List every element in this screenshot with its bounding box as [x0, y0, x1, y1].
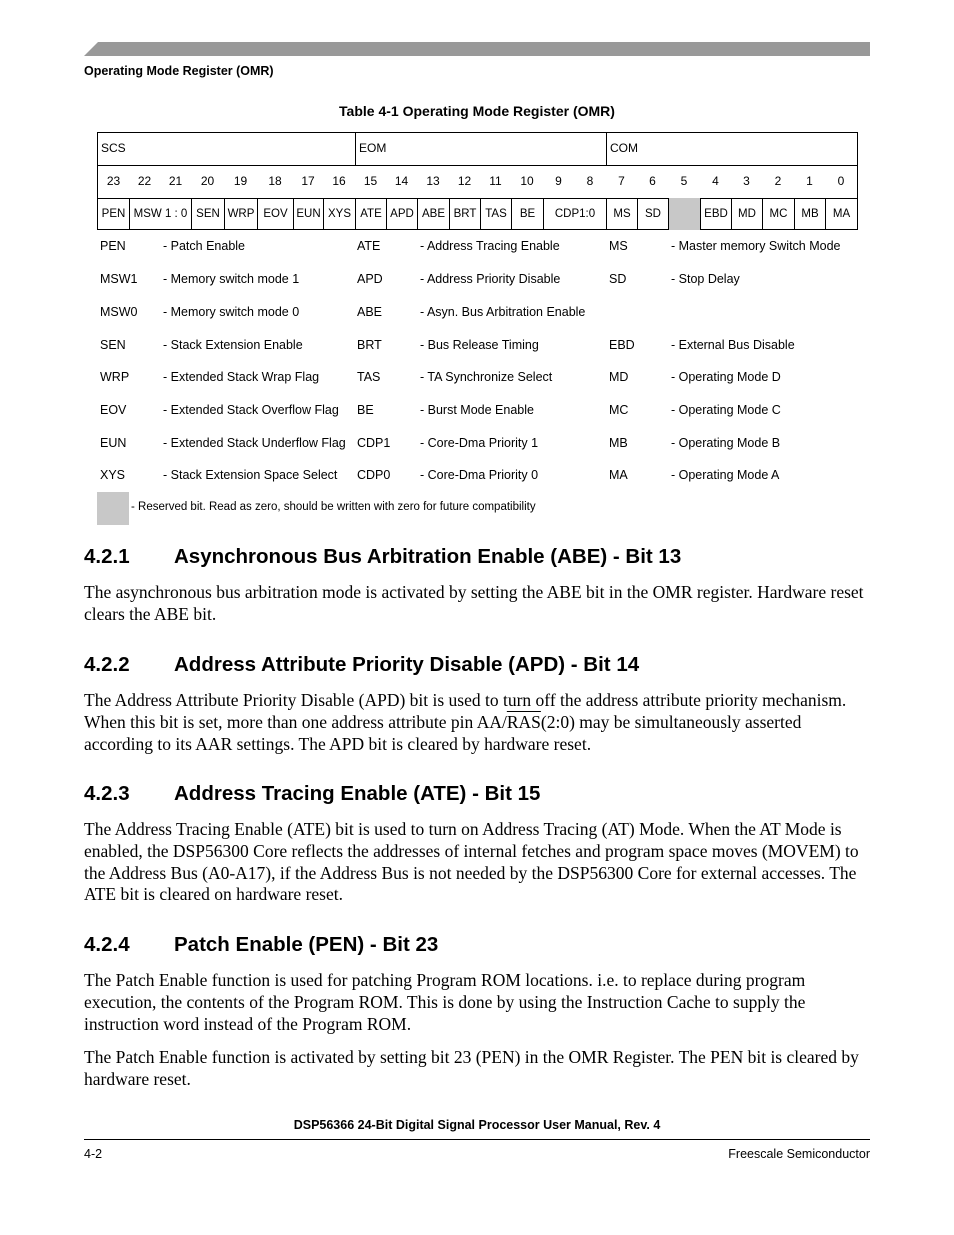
- group-scs: SCS: [101, 141, 126, 155]
- legend-abbr: APD: [357, 272, 383, 286]
- bit-number: 7: [618, 174, 625, 188]
- bit-number: 20: [200, 174, 215, 188]
- legend-desc: - Core-Dma Priority 1: [420, 436, 539, 450]
- bit-be: BE: [511, 198, 543, 230]
- bit-name-row: [98, 198, 857, 230]
- legend-desc: - Extended Stack Underflow Flag: [163, 436, 346, 450]
- legend-abbr: MB: [609, 436, 628, 450]
- running-header: Operating Mode Register (OMR): [84, 64, 274, 78]
- bit-ma: MA: [825, 198, 857, 230]
- bit-cdp: CDP1:0: [543, 198, 606, 230]
- bit-number: 17: [301, 174, 315, 188]
- group-eom: EOM: [355, 133, 606, 165]
- footer-title: DSP56366 24-Bit Digital Signal Processor User Manual, Rev. 4: [293, 1118, 661, 1132]
- section-number: 4.2.1: [84, 545, 130, 568]
- bit-md: MD: [731, 198, 762, 230]
- legend-desc: - Operating Mode C: [671, 403, 781, 417]
- section-title: Patch Enable (PEN) - Bit 23: [174, 933, 439, 956]
- group-com: COM: [606, 133, 859, 165]
- section-number: 4.2.3: [84, 782, 130, 805]
- bit-ms: MS: [606, 198, 637, 230]
- legend-desc: - Burst Mode Enable: [420, 403, 534, 417]
- legend-desc: - External Bus Disable: [671, 338, 795, 352]
- bit-apd: APD: [386, 198, 417, 230]
- legend-abbr: BRT: [357, 338, 382, 352]
- bit-number: 4: [712, 174, 719, 188]
- legend-desc: - TA Synchronize Select: [420, 370, 553, 384]
- section-paragraph: The Address Tracing Enable (ATE) bit is used to turn on Address Tracing (AT) Mode. When the AT Mode is enabled, the DSP56300 Core reflects the addresses of internal fetches and program space moves (MOVEM) to the Address Bus (A0-A17), if the Address Bus is not needed by the DSP56300 Core for external accesses. The ATE bit is cleared on hardware reset.: [84, 819, 859, 905]
- bit-eun: EUN: [293, 198, 323, 230]
- bit-number: 9: [555, 174, 562, 188]
- bit-number: 11: [489, 174, 502, 188]
- legend-abbr: MSW0: [100, 305, 138, 319]
- bit-number: 22: [137, 174, 152, 188]
- bit-ate: ATE: [355, 198, 386, 230]
- section-title: Asynchronous Bus Arbitration Enable (ABE) - Bit 13: [174, 545, 682, 568]
- section-paragraph: The Patch Enable function is used for patching Program ROM locations. i.e. to replace during program execution, the contents of the Program ROM. This is done by using the Instruction Cache to supply the instruction word instead of the Program ROM.: [84, 970, 806, 1034]
- section-number: 4.2.2: [84, 653, 130, 676]
- legend-desc: - Extended Stack Wrap Flag: [163, 370, 320, 384]
- legend-abbr: TAS: [357, 370, 381, 384]
- legend-abbr: CDP1: [357, 436, 391, 450]
- register-diagram: [97, 132, 858, 230]
- bit-number: 15: [363, 174, 378, 188]
- legend-desc: - Operating Mode A: [671, 468, 780, 482]
- legend-abbr: WRP: [100, 370, 130, 384]
- bit-number: 5: [680, 174, 688, 188]
- bit-sd: SD: [637, 198, 668, 230]
- bit-number: 18: [268, 174, 282, 188]
- section-paragraph: [84, 690, 874, 755]
- ras-signal: $\overline{RAS}$: [506, 711, 541, 732]
- legend-desc: - Asyn. Bus Arbitration Enable: [420, 305, 586, 319]
- bit-sen: SEN: [191, 198, 224, 230]
- bit-number: 2: [774, 174, 782, 188]
- legend-desc: - Address Priority Disable: [420, 272, 561, 286]
- paragraph-text: The Address Attribute Priority Disable (APD) bit is used to turn off the address attribute priority mechanism. When this bit is set, more than one address attribute pin AA/: [84, 690, 847, 732]
- section-heading: [84, 653, 639, 677]
- legend-abbr: SD: [609, 272, 627, 286]
- legend-abbr: BE: [357, 403, 374, 417]
- bit-number: 16: [332, 174, 346, 188]
- legend-abbr: SEN: [100, 338, 126, 352]
- legend-abbr: CDP0: [357, 468, 391, 482]
- bit-ebd: EBD: [700, 198, 731, 230]
- reserved-swatch: [97, 492, 129, 525]
- section-heading: [84, 933, 438, 957]
- bit-mb: MB: [794, 198, 825, 230]
- bit-number: 6: [649, 174, 656, 188]
- legend-desc: - Core-Dma Priority 0: [420, 468, 539, 482]
- bit-wrp: WRP: [224, 198, 257, 230]
- legend-desc: - Stack Extension Space Select: [163, 468, 338, 482]
- legend-desc: - Address Tracing Enable: [420, 239, 560, 253]
- bit-number: 21: [168, 174, 183, 188]
- bit-number: 8: [586, 174, 594, 188]
- reserved-note: - Reserved bit. Read as zero, should be written with zero for future compatibility: [131, 501, 536, 513]
- bit-reserved: [668, 198, 700, 230]
- bit-number: 12: [457, 174, 472, 188]
- legend-desc: - Extended Stack Overflow Flag: [163, 403, 339, 417]
- register-group-row: [98, 133, 857, 166]
- legend-desc: - Memory switch mode 1: [163, 272, 300, 286]
- page-number: 4-2: [84, 1147, 103, 1161]
- footer-rule: [84, 1139, 870, 1140]
- bit-pen: PEN: [101, 208, 126, 220]
- section-number: 4.2.4: [84, 933, 130, 956]
- legend-desc: - Stop Delay: [671, 272, 740, 286]
- header-bar: [84, 42, 870, 56]
- bit-brt: BRT: [449, 198, 480, 230]
- section-paragraph: The asynchronous bus arbitration mode is activated by setting the ABE bit in the OMR register. Hardware reset clears the ABE bit.: [84, 582, 864, 624]
- legend-abbr: MS: [609, 239, 628, 253]
- section-title: Address Attribute Priority Disable (APD) - Bit 14: [174, 653, 640, 676]
- legend-abbr: MA: [609, 468, 628, 482]
- legend-desc: - Stack Extension Enable: [163, 338, 303, 352]
- bit-eov: EOV: [257, 198, 293, 230]
- bit-msw: MSW 1 : 0: [129, 198, 191, 230]
- legend-desc: - Operating Mode D: [671, 370, 781, 384]
- legend-desc: - Patch Enable: [163, 239, 245, 253]
- legend-abbr: MD: [609, 370, 629, 384]
- bit-number-row: [98, 165, 857, 199]
- legend-abbr: MSW1: [100, 272, 138, 286]
- legend-abbr: EOV: [100, 403, 127, 417]
- bit-number: 14: [394, 174, 409, 188]
- legend-abbr: EBD: [609, 338, 635, 352]
- bit-xys: XYS: [323, 198, 355, 230]
- legend-abbr: ATE: [357, 239, 381, 253]
- bit-abe: ABE: [417, 198, 449, 230]
- section-title: Address Tracing Enable (ATE) - Bit 15: [174, 782, 541, 805]
- bit-number: 23: [106, 174, 121, 188]
- legend-abbr: PEN: [100, 239, 126, 253]
- bit-number: 10: [520, 174, 534, 188]
- legend-desc: - Master memory Switch Mode: [671, 239, 841, 253]
- legend-abbr: MC: [609, 403, 629, 417]
- bit-number: 13: [426, 174, 440, 188]
- legend-desc: - Memory switch mode 0: [163, 305, 300, 319]
- legend-abbr: XYS: [100, 468, 126, 482]
- section-heading: [84, 782, 540, 806]
- paragraph-text: (2:0) may be simultaneously asserted according to its AAR settings. The APD bit is cleared by hardware reset.: [84, 711, 802, 754]
- bit-tas: TAS: [480, 198, 511, 230]
- bit-mc: MC: [762, 198, 794, 230]
- legend-desc: - Operating Mode B: [671, 436, 781, 450]
- footer-company: Freescale Semiconductor: [728, 1147, 870, 1161]
- bit-number: 0: [837, 174, 845, 188]
- legend-desc: - Bus Release Timing: [420, 338, 539, 352]
- legend-abbr: EUN: [100, 436, 127, 450]
- table-caption: Table 4-1 Operating Mode Register (OMR): [339, 103, 615, 119]
- bit-number: 1: [806, 174, 813, 188]
- bit-number: 19: [233, 174, 248, 188]
- legend-abbr: ABE: [357, 305, 383, 319]
- bit-number: 3: [743, 174, 750, 188]
- section-heading: [84, 545, 681, 569]
- section-paragraph: The Patch Enable function is activated by setting bit 23 (PEN) in the OMR Register. The PEN bit is cleared by hardware reset.: [84, 1047, 859, 1089]
